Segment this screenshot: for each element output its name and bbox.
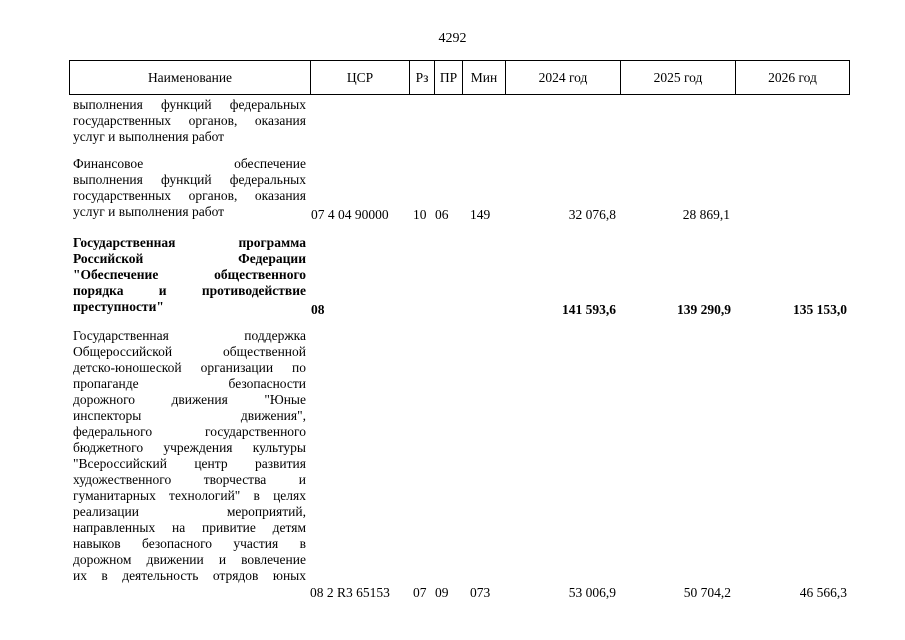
row-rz: 07 (413, 585, 427, 600)
row-csr: 08 2 R3 65153 (310, 585, 390, 600)
row-name (73, 235, 306, 315)
row-name-line: навыков безопасного участия в (73, 536, 306, 551)
row-name-line: направленных на привитие детям (73, 520, 306, 535)
row-rz: 10 (413, 207, 427, 222)
row-name-line: государственных органов, оказания (73, 188, 306, 203)
row-name-line: реализации мероприятий, (73, 504, 306, 519)
row-name-line: художественного творчества и (73, 472, 306, 487)
row-name (73, 328, 306, 584)
column-header-2026: 2026 год (735, 61, 849, 94)
row-name-line: Государственная программа (73, 235, 306, 250)
row-pr: 06 (435, 207, 449, 222)
row-name-line: государственных органов, оказания (73, 113, 306, 128)
column-header-min: Мин (462, 61, 505, 94)
row-pr: 09 (435, 585, 449, 600)
row-csr: 07 4 04 90000 (311, 207, 389, 222)
row-2024: 32 076,8 (568, 207, 616, 222)
row-name-line: Финансовое обеспечение (73, 156, 306, 171)
page-number: 4292 (438, 31, 467, 46)
column-header-name: Наименование (147, 70, 233, 85)
column-header-2024: 2024 год (505, 61, 620, 94)
row-2025: 139 290,9 (677, 302, 731, 317)
row-name-line: детско-юношеской организации по (73, 360, 306, 375)
row-name-line: гуманитарных технологий" в целях (73, 488, 306, 503)
row-name-line: преступности" (73, 299, 164, 314)
row-min: 073 (470, 585, 491, 600)
row-name-line: выполнения функций федеральных (73, 172, 306, 187)
row-name-line: пропаганде безопасности (73, 376, 306, 391)
row-name-line: дорожном движении и вовлечение (73, 552, 306, 567)
column-header-pr: ПР (434, 61, 462, 94)
row-name (73, 97, 306, 145)
row-2024: 141 593,6 (562, 302, 616, 317)
row-name-line: федерального государственного (73, 424, 306, 439)
row-csr: 08 (311, 302, 325, 317)
row-name-line: их в деятельность отрядов юных (73, 568, 306, 583)
row-2024: 53 006,9 (568, 585, 616, 600)
row-2025: 28 869,1 (682, 207, 730, 222)
row-2025: 50 704,2 (683, 585, 731, 600)
row-name-line: порядка и противодействие (73, 283, 306, 298)
row-name-line: дорожного движения "Юные (73, 392, 306, 407)
row-name-line: бюджетного учреждения культуры (73, 440, 306, 455)
row-name-line: выполнения функций федеральных (73, 97, 306, 112)
row-name-line: инспекторы движения", (73, 408, 306, 423)
row-name-line: "Обеспечение общественного (73, 267, 306, 282)
row-min: 149 (470, 207, 491, 222)
row-name-line: услуг и выполнения работ (73, 204, 225, 219)
row-name-line: Государственная поддержка (73, 328, 306, 343)
column-header-csr: ЦСР (310, 61, 409, 94)
column-header-rz: Рз (409, 61, 434, 94)
row-name-line: услуг и выполнения работ (73, 129, 225, 144)
table-header (69, 60, 850, 95)
row-name-line: "Всероссийский центр развития (73, 456, 306, 471)
row-2026: 46 566,3 (799, 585, 847, 600)
column-header-2025: 2025 год (620, 61, 735, 94)
row-name-line: Общероссийской общественной (73, 344, 306, 359)
row-2026: 135 153,0 (793, 302, 847, 317)
row-name (73, 156, 306, 220)
row-name-line: Российской Федерации (73, 251, 306, 266)
